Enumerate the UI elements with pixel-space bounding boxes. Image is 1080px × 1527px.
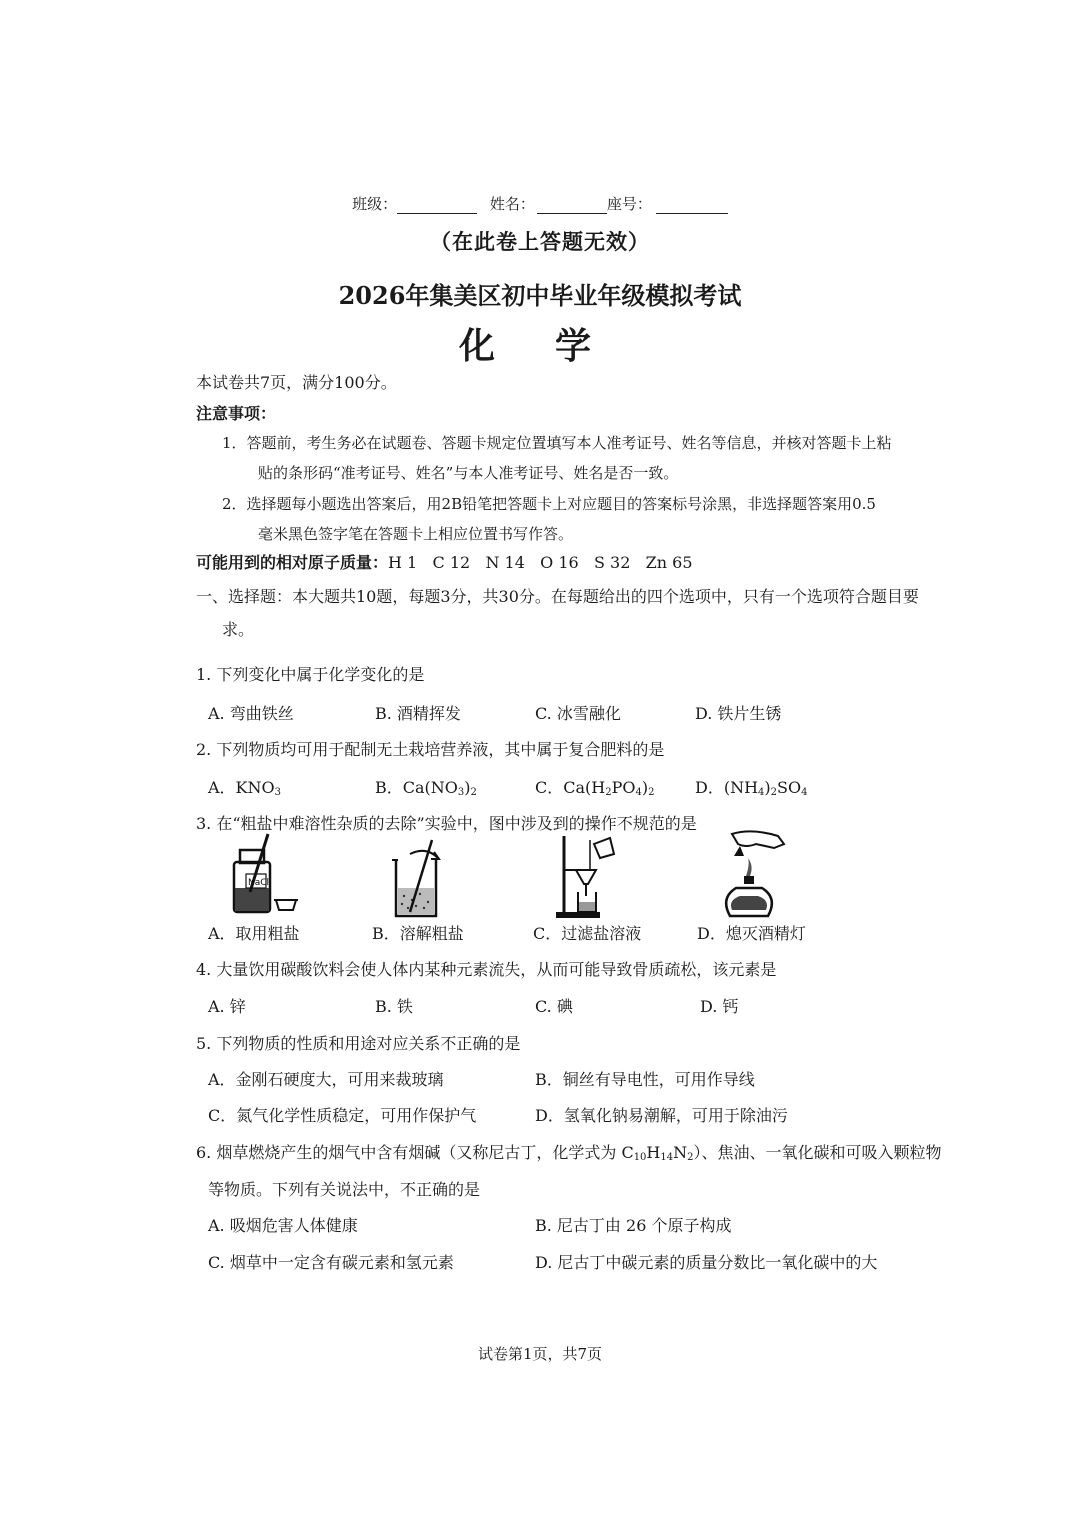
- name-label: 姓名：: [489, 195, 535, 213]
- notice-item1-line1: 1．答题前，考生务必在试题卷、答题卡规定位置填写本人准考证号、姓名等信息，并核对答题卡上粘: [222, 434, 892, 452]
- q3-option-d[interactable]: D．熄灭酒精灯: [697, 924, 806, 943]
- q5-option-c[interactable]: C．氮气化学性质稳定，可用作保护气: [208, 1106, 477, 1125]
- q3-stem: 3. 在“粗盐中难溶性杂质的去除”实验中，图中涉及到的操作不规范的是: [196, 814, 697, 833]
- q1-option-c[interactable]: C. 冰雪融化: [535, 704, 621, 723]
- q3-option-a[interactable]: A．取用粗盐: [208, 924, 300, 943]
- class-blank[interactable]: [397, 195, 477, 214]
- q4-option-d[interactable]: D. 钙: [700, 997, 739, 1016]
- atomic-mass-line: [196, 550, 693, 573]
- notice-item2-line1: 2．选择题每小题选出答案后，用2B铅笔把答题卡上对应题目的答案标号涂黑，非选择题答案用0.5: [222, 495, 876, 513]
- atomic-mass-values: H 1 C 12 N 14 O 16 S 32 Zn 65: [388, 553, 693, 572]
- q4-stem: 4. 大量饮用碳酸饮料会使人体内某种元素流失，从而可能导致骨质疏松，该元素是: [196, 960, 777, 979]
- q3-option-b[interactable]: B．溶解粗盐: [372, 924, 464, 943]
- figure-taking-salt: [224, 832, 304, 918]
- section1-line1: 一、选择题：本大题共10题，每题3分，共30分。在每题给出的四个选项中，只有一个选项符合题目要: [196, 587, 919, 606]
- q5-option-b[interactable]: B．铜丝有导电性，可用作导线: [535, 1070, 755, 1089]
- q4-option-c[interactable]: C. 碘: [535, 997, 573, 1016]
- q2-option-d[interactable]: D．$(NH_4)_2SO_4$: [695, 778, 808, 798]
- q6-option-b[interactable]: B. 尼古丁由 26 个原子构成: [535, 1216, 732, 1235]
- q6-option-a[interactable]: A. 吸烟危害人体健康: [208, 1216, 358, 1235]
- student-info-line: [0, 193, 1080, 214]
- q4-option-a[interactable]: A. 锌: [208, 997, 246, 1016]
- q6-stem-line2: 等物质。下列有关说法中，不正确的是: [208, 1180, 481, 1199]
- q1-option-d[interactable]: D. 铁片生锈: [695, 704, 782, 723]
- notice-title: 注意事项：: [196, 404, 277, 423]
- q5-option-d[interactable]: D．氢氧化钠易潮解，可用于除油污: [535, 1106, 788, 1125]
- intro-text: 本试卷共7页，满分100分。: [196, 373, 397, 392]
- q4-option-b[interactable]: B. 铁: [375, 997, 413, 1016]
- atomic-mass-label: 可能用到的相对原子质量：: [196, 553, 389, 572]
- q5-option-a[interactable]: A．金刚石硬度大，可用来裁玻璃: [208, 1070, 444, 1089]
- figure-alcohol-lamp: [712, 826, 796, 920]
- class-label: 班级：: [352, 195, 398, 213]
- q5-stem: 5. 下列物质的性质和用途对应关系不正确的是: [196, 1034, 521, 1053]
- q3-option-c[interactable]: C．过滤盐溶液: [533, 924, 642, 943]
- q6-option-c[interactable]: C. 烟草中一定含有碳元素和氢元素: [208, 1253, 454, 1272]
- seat-blank[interactable]: [656, 195, 728, 214]
- section1-line2: 求。: [222, 620, 255, 639]
- q6-option-d[interactable]: D. 尼古丁中碳元素的质量分数比一氧化碳中的大: [535, 1253, 878, 1272]
- page-footer: 试卷第1页，共7页: [477, 1345, 603, 1363]
- q1-stem: 1. 下列变化中属于化学变化的是: [196, 665, 425, 684]
- q2-option-a[interactable]: A．$KNO_3$: [208, 778, 282, 798]
- subject-title: 化学: [458, 325, 651, 367]
- invalid-answer-warning: （在此卷上答题无效）: [430, 229, 650, 254]
- seat-label: 座号：: [606, 195, 652, 213]
- q2-option-b[interactable]: B．$Ca(NO_3)_2$: [375, 778, 477, 798]
- notice-item1-line2: 贴的条形码“准考证号、姓名”与本人准考证号、姓名是否一致。: [258, 464, 679, 482]
- figure-filtration: [550, 830, 620, 920]
- q2-option-c[interactable]: C．$Ca(H_2PO_4)_2$: [535, 778, 655, 798]
- name-blank[interactable]: [537, 195, 607, 214]
- q1-option-b[interactable]: B. 酒精挥发: [375, 704, 461, 723]
- figure-dissolving-salt: [386, 836, 446, 920]
- exam-title: 2026年集美区初中毕业年级模拟考试: [338, 281, 742, 310]
- q1-option-a[interactable]: A. 弯曲铁丝: [208, 704, 294, 723]
- svg-text:NaCl: NaCl: [248, 878, 270, 888]
- q6-stem-line1: 6. 烟草燃烧产生的烟气中含有烟碱（又称尼古丁，化学式为 $C_{10}H_{14}N_2$）、焦油、一氧化碳和可吸入颗粒物: [196, 1143, 942, 1163]
- notice-item2-line2: 毫米黑色签字笔在答题卡上相应位置书写作答。: [258, 525, 574, 543]
- q2-stem: 2. 下列物质均可用于配制无土栽培营养液，其中属于复合肥料的是: [196, 740, 665, 759]
